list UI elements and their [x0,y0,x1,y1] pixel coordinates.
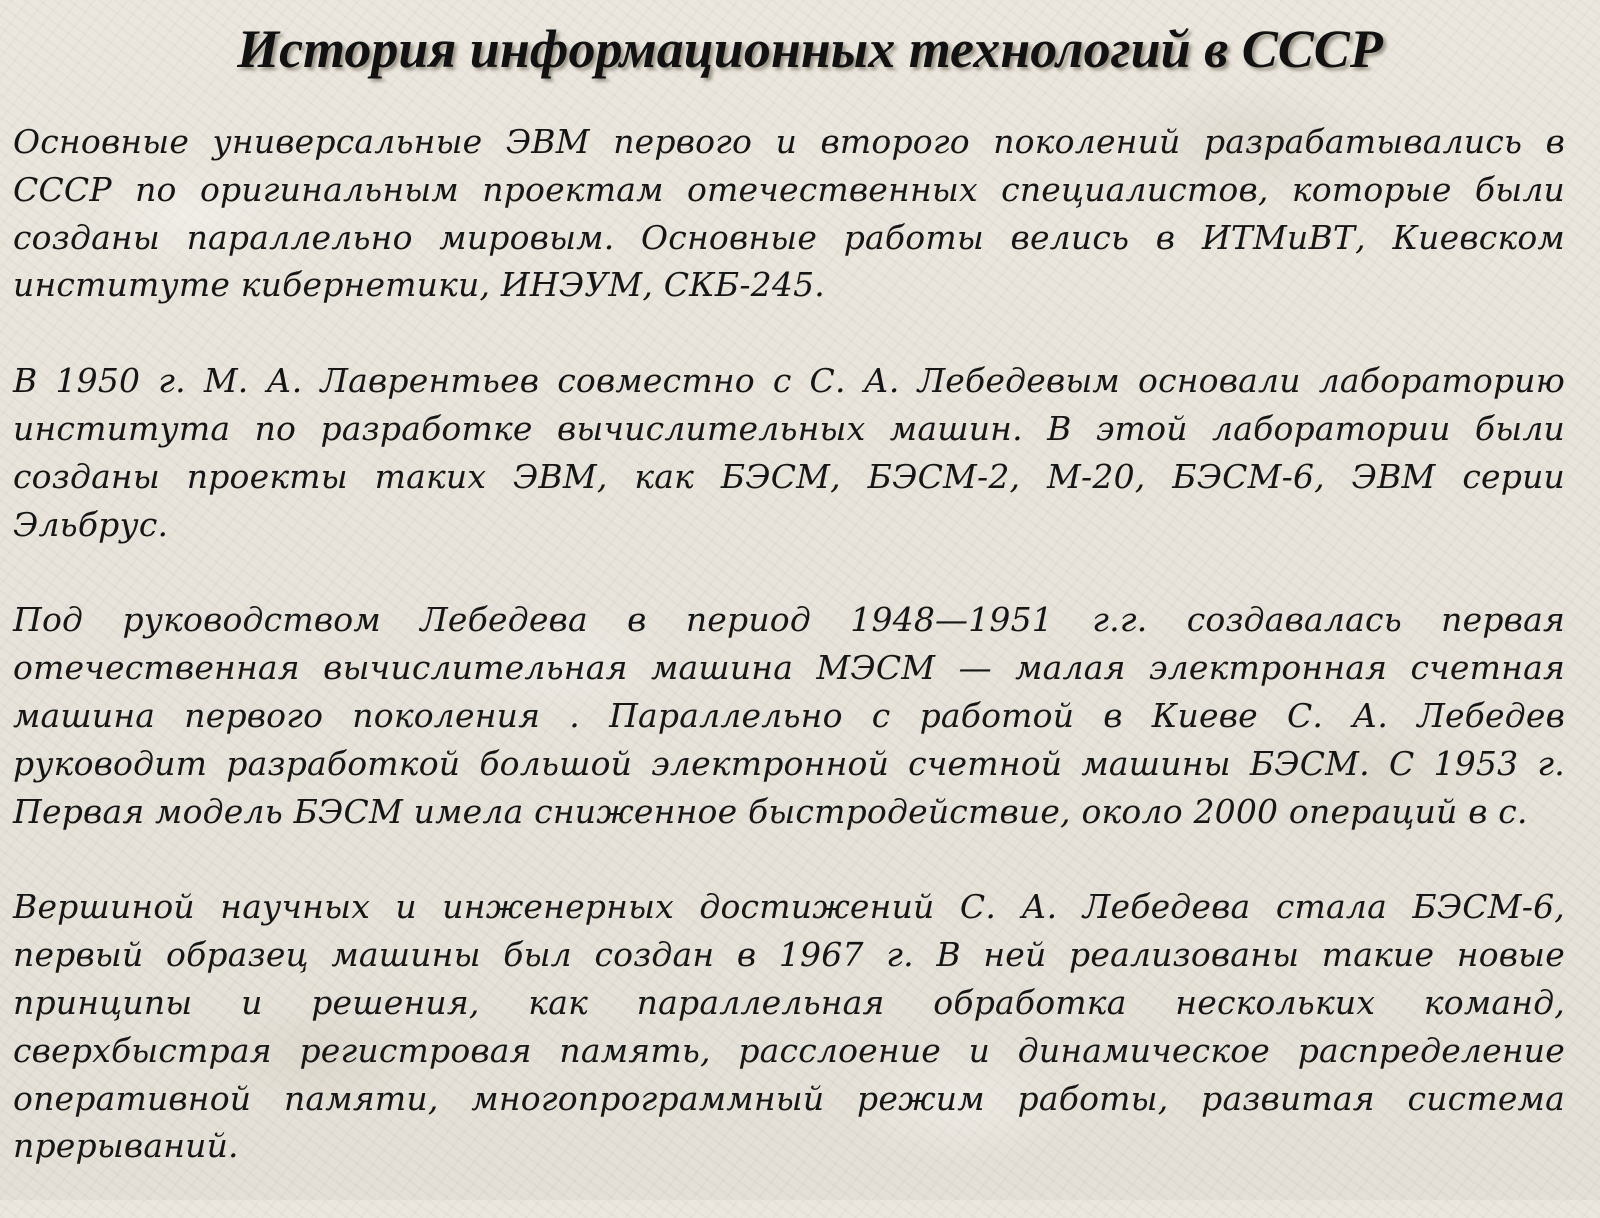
paragraph-lavrentyev-lebedev-lab: В 1950 г. М. А. Лаврентьев совместно с С. А. Лебедевым основали лабораторию института по разработке вычислительных машин. В этой лаборатории были созданы проекты таких ЭВМ, как БЭСМ, БЭСМ-2, М-20, БЭСМ-6, ЭВМ серии Эльбрус. [13,361,1565,544]
paragraph-mesm-besm: Под руководством Лебедева в период 1948—1951 г.г. создавалась первая отечественная вычислительная машина МЭСМ — малая электронная счетная машина первого поколения . Параллельно с работой в Киеве С. А. Лебедев руководит разработкой большой электронной счетной машины БЭСМ. С 1953 г. Первая модель БЭСМ имела сниженное быстродействие, около 2000 операций в с. [13,600,1565,831]
paragraph-besm6: Вершиной научных и инженерных достижений С. А. Лебедева стала БЭСМ-6, первый образец машины был создан в 1967 г. В ней реализованы такие новые принципы и решения, как параллельная обработка нескольких команд, сверхбыстрая регистровая память, расслоение и динамическое распределение оперативной памяти, многопрограммный режим работы, развитая система прерываний. [13,887,1565,1166]
slide-body [13,118,1565,1218]
paragraph-computer-generations: Основные универсальные ЭВМ первого и второго поколений разрабатывались в СССР по оригинальным проектам отечественных специалистов, которые были созданы параллельно мировым. Основные работы велись в ИТМиВТ, Киевском институте кибернетики, ИНЭУМ, СКБ-245. [13,122,1565,305]
slide-title: История информационных технологий в СССР [237,19,1383,79]
